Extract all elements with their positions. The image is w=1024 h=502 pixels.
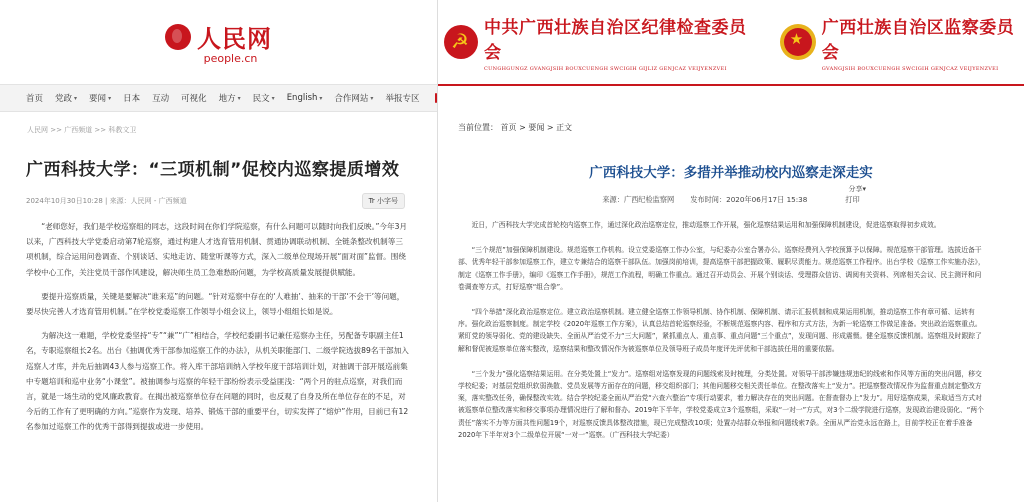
org1-zhuang-name: CUNGHGUNGZ GVANGJSIH BOUXCUENGH SWCIGIH GIJLIZ GENJCAZ VEIJYENZVEI [484, 65, 727, 72]
people-daily-logo-icon [165, 24, 191, 50]
article-source: 来源：广西纪检监察网 [602, 195, 675, 204]
nav-item-label: 党政 [55, 94, 73, 104]
people-daily-pane [0, 0, 438, 502]
nav-item-label: 日本 [123, 94, 141, 104]
article-time: 发布时间：2020年06月17日 15:38 [690, 195, 808, 204]
nav-item[interactable] [123, 92, 140, 104]
article-paragraph: “三个发力”强化巡察结果运用。在分类处置上“发力”。巡察组对巡察发现的问题线索及时梳理，分类处置。对领导干部涉嫌违规违纪的线索和作风等方面的突出问题，移交学校纪委；对基层党组织软弱涣散、党员发展等方面存在的问题，移交组织部门；其他问题移交相关责任单位。在整改落实上“发力”。把巡察整改情况作为监督重点制定整改方案，落实整改任务，确保整改实效。结合学校纪委全面从严治党“六查六整治”专项行动要求，着力解决存在的突出问题。在督查督办上“发力”。用好巡察成果，采取适当方式对被巡察单位整改落实和移交事项办理情况进行了解和督办。2019年下半年，学校党委成立3个巡察组，采取“一对一”方式，对3个二级学院进行巡察，发现政治建设弱化、“两个责任”落实不力等方面共性问题19个，对巡察反馈具体整改措施，现已完成整改10项；处置办结群众举报和问题线索7条。全面从严治党永远在路上，目前学校正在着手准备2020年下半年对3个二级单位开展“一对一”巡察。（广西科技大学纪委） [458, 369, 984, 439]
article-meta [438, 185, 1024, 205]
article-paragraph: 为解决这一难题，学校党委坚持“专”“兼”“广”相结合，学校纪委副书记兼任巡察办主任，另配备专职副主任1名，专职巡察组长2名。出台《抽调优秀干部参加巡察工作的办法》，从机关职能部门、二级学院选拔89名干部加入巡察人才库，并先后抽调43人参与巡察工作。将入库干部培训纳入学校年度干部培训计划，对抽调干部开展巡前集中专题培训和巡中业务“小课堂”。被抽调参与巡察的年轻干部纷纷表示受益匪浅：“两个月的驻点巡察，对我们而言，就是一场生动的党风廉政教育。在揭出被巡察单位存在问题的同时，也反观了自身及所在单位存在的不足，对今后的工作有了更明确的方向。”巡察作为发现、培养、锻炼干部的重要平台，切实发挥了“熔炉”作用，目前已有12名参加过巡察工作的优秀干部得到提拔或进一步使用。 [26, 331, 409, 432]
nav-item[interactable] [219, 92, 241, 104]
article-title: 广西科技大学：多措并举推动校内巡察走深走实 [589, 165, 873, 181]
main-nav [0, 84, 437, 112]
chevron-down-icon: ▾ [370, 94, 374, 102]
article-paragraph: “老师您好，我们是学校巡察组的同志，这段时间在你们学院巡察，有什么问题可以随时向我们反映。”今年3月以来，广西科技大学党委启动第7轮巡察，通过构建人才选育管用机制、贯通协调联动机制、全链条整改机制等三项机制，综合运用问卷调查、个别谈话、实地走访、随堂听课等方式，深入二级单位现场开展“面对面”监督。围绕学校中心工作，关注党员干部作风建设，解决师生员工急难愁盼问题，为学校高质量发展提供赋能。 [26, 222, 407, 277]
menu-square-icon[interactable] [435, 93, 437, 103]
national-emblem-icon: ★ [780, 24, 816, 60]
people-daily-logo[interactable] [165, 19, 272, 65]
article-paragraph: 要提升巡察质量，关键是要解决“谁来巡”的问题。“针对巡察中存在的‘人难抽’、抽来的干部‘不会干’等问题，要尽快完善人才选育管用机制。”在学校党委巡察工作领导小组会议上，领导小组组长如是说。 [26, 291, 405, 317]
article-source[interactable]: 来源：人民网 - 广西频道 [109, 197, 187, 205]
nav-item-label: 要闻 [89, 94, 107, 104]
nav-item[interactable] [26, 92, 43, 104]
chevron-down-icon: ▾ [237, 94, 241, 102]
nav-item[interactable] [385, 92, 419, 104]
chevron-down-icon: ▾ [319, 94, 323, 102]
nav-item-label: 可视化 [181, 94, 207, 104]
logo-url: people.cn [203, 52, 258, 65]
nav-item[interactable] [253, 92, 275, 104]
nav-item[interactable] [89, 92, 111, 104]
share-button[interactable]: 分享▾ [848, 185, 866, 193]
nav-item-label: English [286, 93, 318, 103]
party-emblem-icon: ☭ [444, 25, 478, 59]
chevron-down-icon: ▾ [271, 94, 275, 102]
article-paragraph: 近日，广西科技大学完成首轮校内巡察工作，通过深化政治巡察定位，推动巡察工作开展，强化巡察结果运用和加强保障机制建设，促进巡察取得初步成效。 [471, 221, 941, 229]
nav-item[interactable] [334, 92, 373, 104]
article-title: 广西科技大学：“三项机制”促校内巡察提质增效 [26, 160, 400, 180]
article-paragraph: “三个规范”加强保障机制建设。规范巡察工作机构。设立党委巡察工作办公室，与纪委办公室合署办公。巡察经费列入学校预算予以保障。规范巡察干部管理。选拔近备干部、优秀年轻干部参加巡察工作，建立专兼结合的巡察干部队伍。加强岗前培训，提高巡察干部把握政策、履职尽责能力。规范巡察工作程序。出台学校《巡察工作实施办法》，制定《巡察工作手册》，编印《巡察工作手册》，规范工作流程，明确工作重点。通过召开动员会、开展个别谈话、受理群众信访、调阅有关资料、列席相关会议、民主测评和问卷调查等方式，打好巡察“组合拳”。 [458, 246, 985, 291]
nav-item-label: 举报专区 [385, 94, 420, 104]
nav-item-label: 地方 [218, 94, 236, 104]
nav-item-label: 民文 [252, 94, 270, 104]
header-divider [438, 84, 1024, 86]
chevron-down-icon: ▾ [108, 94, 112, 102]
nav-item[interactable] [55, 92, 77, 104]
nav-item-label: 互动 [152, 94, 170, 104]
article-body [26, 219, 409, 435]
article-paragraph: “四个举措”深化政治巡察定位。建立政治巡察机制。建立健全巡察工作领导机制、协作机制、保障机制、请示汇报机制和成果运用机制，推动巡察工作有章可循、运转有序。强化政治巡察制度。制定学校《2020年巡察工作方案》，认真总结首轮巡察经验，不断规范巡察内容、程序和方式方法，为新一轮巡察工作做足准备。突出政治巡察重点。紧盯党的领导弱化、党的建设缺失、全面从严治党不力“三大问题”，紧抓重点人、重点事、重点问题“三个重点”，发现问题、形成震慑。健全巡察反馈机制。巡察组及时跟踪了解和督促被巡察单位落实整改，巡察结果和整改情况作为被巡察单位及领导班子成员年度评先评优和干部选拔任用的重要依据。 [458, 308, 982, 353]
print-button[interactable]: 打印 [845, 195, 860, 204]
nav-item[interactable] [152, 92, 169, 104]
breadcrumb[interactable]: 当前位置： 首页 > 要闻 > 正文 [458, 123, 573, 132]
logo-name: 人民网 [197, 24, 272, 53]
people-daily-header [0, 0, 437, 84]
org1-banner[interactable] [484, 13, 754, 72]
gxjjw-pane [438, 0, 1024, 502]
org1-name: 中共广西壮族自治区纪律检查委员会 [484, 17, 747, 63]
article-date: 2024年10月30日10:28 [26, 197, 103, 205]
gxjjw-header [438, 0, 1024, 84]
org2-zhuang-name: GVANGJSIH BOUXCUENGH SWCIGIH GENJCAZ VEIJYENZVEI [821, 65, 999, 72]
org2-name: 广西壮族自治区监察委员会 [821, 17, 1015, 63]
org2-banner[interactable] [822, 13, 1024, 72]
font-size-button[interactable]: Tr 小字号 [362, 193, 405, 209]
article-meta: 2024年10月30日10:28 | 来源：人民网 - 广西频道 Tr 小字号 [26, 193, 437, 209]
nav-item-label: 首页 [26, 94, 44, 104]
nav-item[interactable] [181, 92, 207, 104]
nav-item-label: 合作网站 [334, 94, 369, 104]
nav-item[interactable] [287, 93, 323, 103]
article-body [458, 219, 988, 441]
chevron-down-icon: ▾ [74, 94, 78, 102]
breadcrumb[interactable]: 人民网 >> 广西频道 >> 科教文卫 [27, 126, 137, 134]
